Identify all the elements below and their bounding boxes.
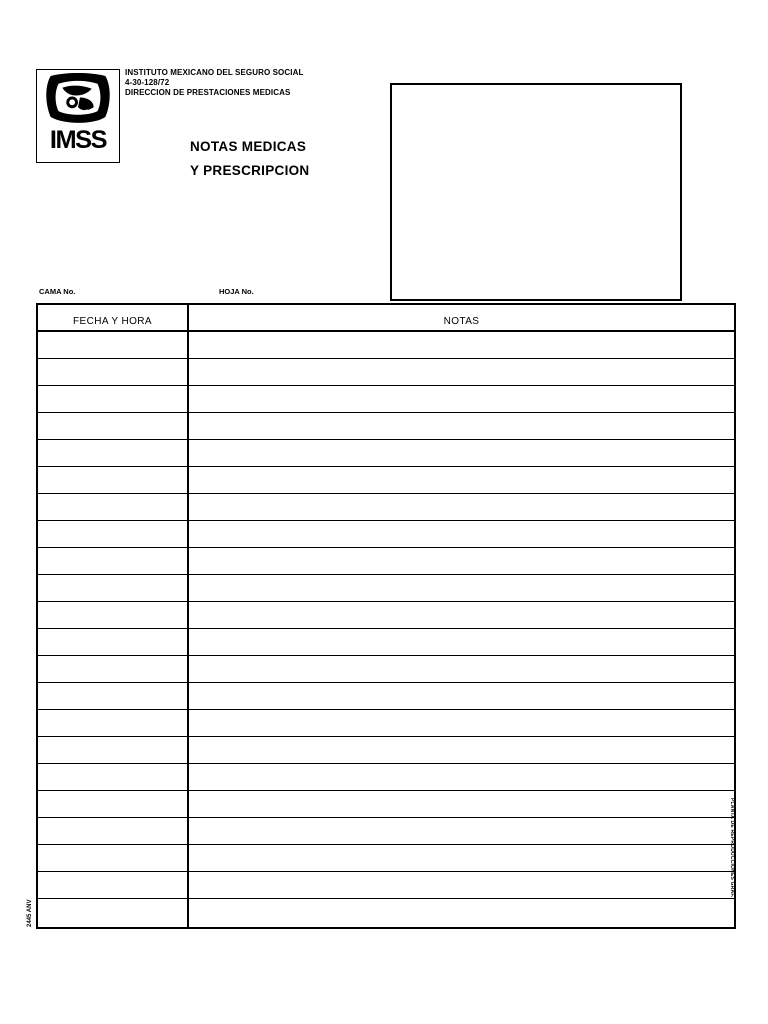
institution-header xyxy=(125,68,303,98)
table-row-divider xyxy=(38,736,734,737)
table-row-divider xyxy=(38,655,734,656)
imss-emblem-icon xyxy=(37,70,119,162)
hoja-label: HOJA No. xyxy=(219,287,254,296)
table-row-divider xyxy=(38,412,734,413)
form-title-line1: NOTAS MEDICAS xyxy=(190,139,307,154)
table-row-divider xyxy=(38,682,734,683)
form-title xyxy=(190,135,309,183)
table-row-divider xyxy=(38,898,734,899)
printer-credit: PLANTA DE REPRODUCCIONES GRAF. xyxy=(729,798,735,898)
table-row-divider xyxy=(38,628,734,629)
form-title-line2: Y PRESCRIPCION xyxy=(190,163,310,178)
table-row-divider xyxy=(38,574,734,575)
column-header-fecha: FECHA Y HORA xyxy=(73,316,152,327)
table-row-divider xyxy=(38,520,734,521)
table-row-divider xyxy=(38,871,734,872)
table-row-divider xyxy=(38,709,734,710)
direction-name: DIRECCION DE PRESTACIONES MEDICAS xyxy=(125,88,291,97)
table-row-divider xyxy=(38,358,734,359)
table-row-divider xyxy=(38,493,734,494)
institute-name: INSTITUTO MEXICANO DEL SEGURO SOCIAL xyxy=(125,68,304,77)
column-divider xyxy=(187,305,189,927)
table-row-divider xyxy=(38,466,734,467)
logo-text: IMSS xyxy=(49,126,107,155)
table-row-divider xyxy=(38,844,734,845)
cama-label: CAMA No. xyxy=(39,287,76,296)
patient-id-box[interactable] xyxy=(390,83,682,301)
table-row-divider xyxy=(38,790,734,791)
form-code: 4-30-128/72 xyxy=(125,78,170,87)
notes-table xyxy=(36,303,736,929)
table-row-divider xyxy=(38,547,734,548)
column-header-notas: NOTAS xyxy=(443,316,480,327)
imss-logo xyxy=(36,69,120,163)
header-separator xyxy=(38,330,734,332)
table-row-divider xyxy=(38,817,734,818)
table-row-divider xyxy=(38,385,734,386)
table-row-divider xyxy=(38,763,734,764)
table-row-divider xyxy=(38,601,734,602)
table-row-divider xyxy=(38,439,734,440)
form-number: 2445 ANV xyxy=(27,899,33,927)
